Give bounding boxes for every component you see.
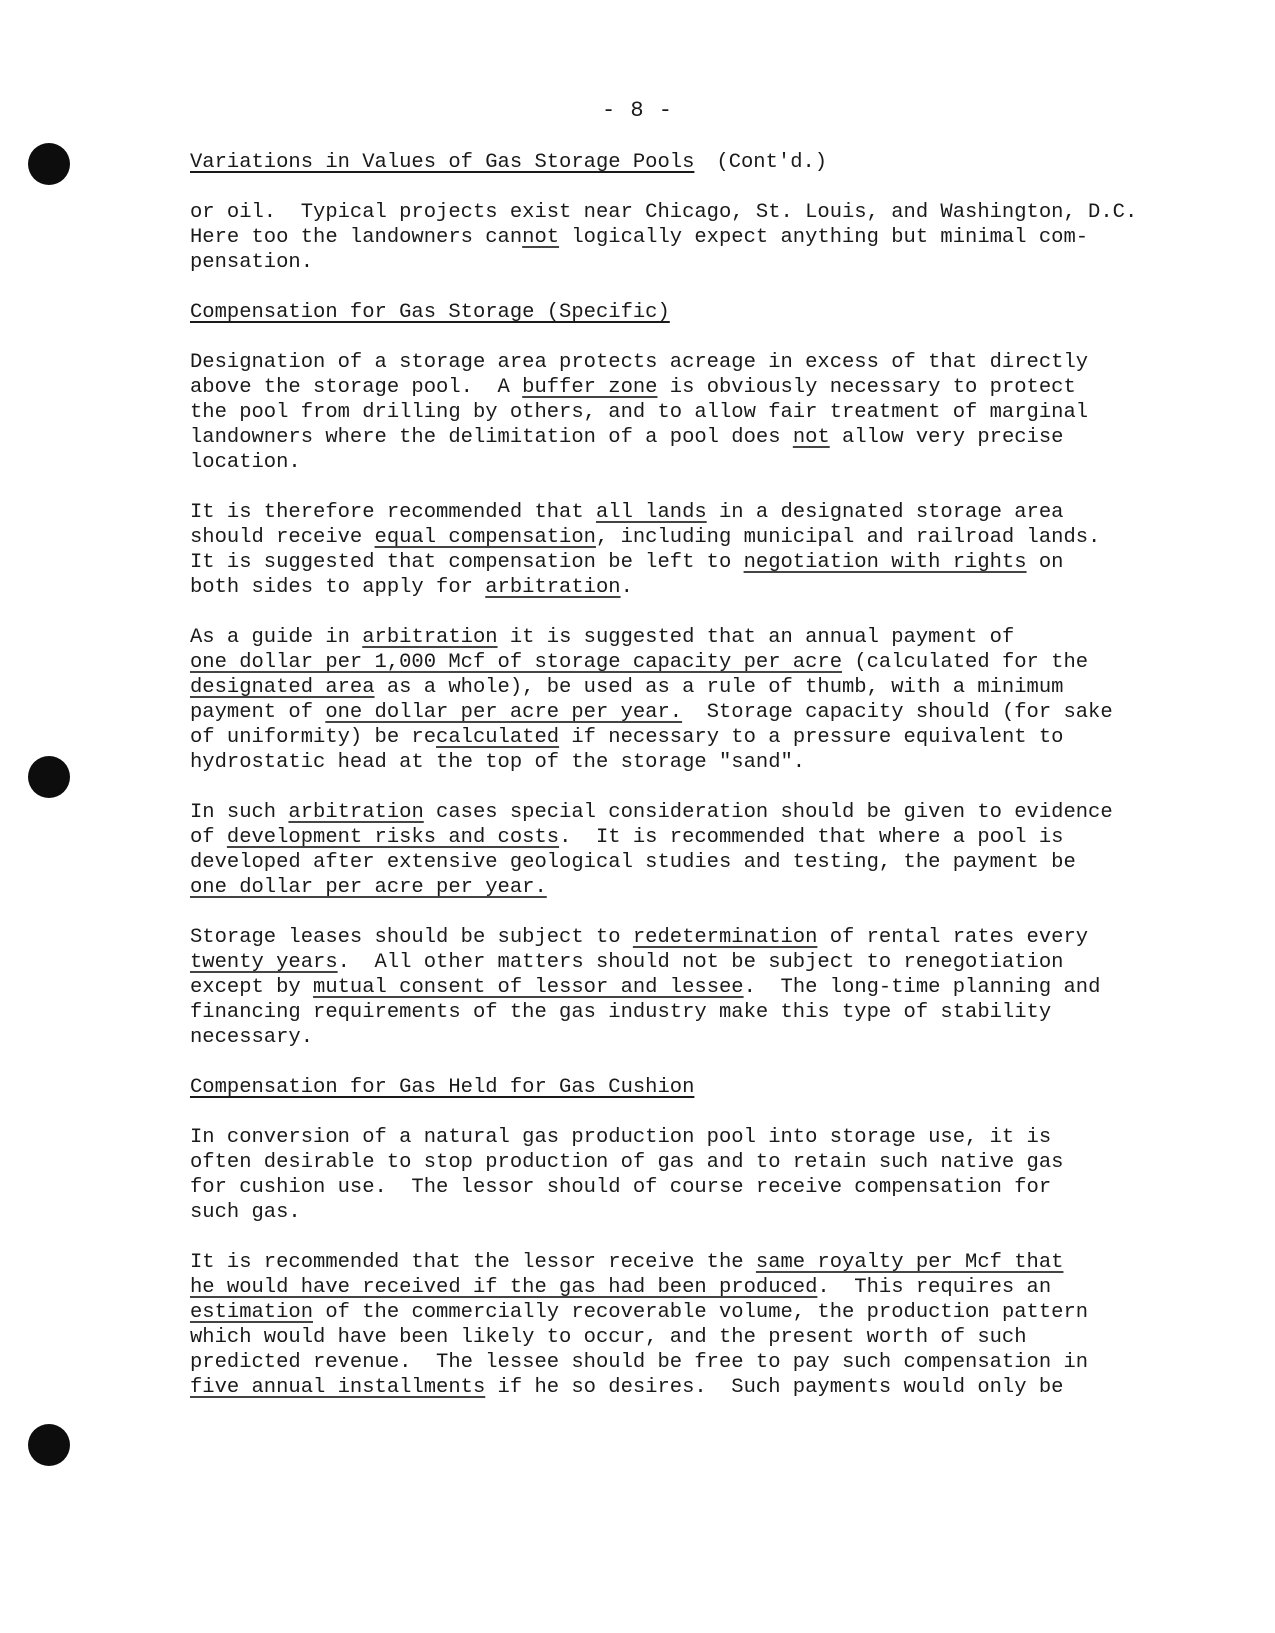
handwritten-underline: redetermination bbox=[632, 926, 818, 949]
paragraph bbox=[190, 800, 1200, 900]
paragraph-line: hydrostatic head at the top of the storage "sand". bbox=[190, 751, 806, 774]
paragraph-line: necessary. bbox=[190, 1026, 314, 1049]
paragraph-line: of development risks and costs. It is recommended that where a pool is bbox=[190, 826, 1064, 849]
paragraph-line: Designation of a storage area protects acreage in excess of that directly bbox=[190, 351, 1089, 374]
section-heading bbox=[190, 150, 1200, 175]
handwritten-underline: same royalty per Mcf that bbox=[755, 1251, 1064, 1274]
paragraph-line: five annual installments if he so desires. Such payments would only be bbox=[190, 1376, 1064, 1399]
paragraph-line: both sides to apply for arbitration. bbox=[190, 576, 633, 599]
handwritten-underline: calculated bbox=[436, 726, 560, 749]
paragraph-line: often desirable to stop production of gas and to retain such native gas bbox=[190, 1151, 1064, 1174]
handwritten-underline: not bbox=[792, 426, 830, 449]
paragraph-line: It is therefore recommended that all lands in a designated storage area bbox=[190, 501, 1064, 524]
paragraph-line: of uniformity) be recalculated if necessary to a pressure equivalent to bbox=[190, 726, 1064, 749]
paragraph bbox=[190, 1125, 1200, 1225]
paragraph-line: In conversion of a natural gas production pool into storage use, it is bbox=[190, 1126, 1052, 1149]
handwritten-underline: designated area bbox=[190, 676, 375, 699]
paragraph-line: should receive equal compensation, including municipal and railroad lands. bbox=[190, 526, 1101, 549]
paragraph bbox=[190, 200, 1200, 275]
paragraph-line: developed after extensive geological studies and testing, the payment be bbox=[190, 851, 1076, 874]
handwritten-underline: all lands bbox=[595, 501, 707, 524]
paragraph-line: financing requirements of the gas industry make this type of stability bbox=[190, 1001, 1052, 1024]
handwritten-underline: arbitration bbox=[485, 576, 621, 599]
handwritten-underline: negotiation with rights bbox=[743, 551, 1027, 574]
handwritten-underline: he would have received if the gas had been produced bbox=[190, 1276, 818, 1299]
paragraph-line: Here too the landowners cannot logically expect anything but minimal com- bbox=[190, 226, 1089, 249]
handwritten-underline: twenty years bbox=[190, 951, 338, 974]
section-heading-text: Compensation for Gas Held for Gas Cushion bbox=[190, 1076, 695, 1099]
handwritten-underline: development risks and costs bbox=[226, 826, 560, 849]
binder-hole-bottom bbox=[28, 1424, 70, 1466]
handwritten-underline: arbitration bbox=[288, 801, 424, 824]
paragraph bbox=[190, 500, 1200, 600]
section-heading bbox=[190, 1075, 1200, 1100]
paragraph-line: payment of one dollar per acre per year. Storage capacity should (for sake bbox=[190, 701, 1113, 724]
paragraph bbox=[190, 625, 1200, 775]
handwritten-underline: arbitration bbox=[362, 626, 498, 649]
handwritten-underline: one dollar per acre per year. bbox=[190, 876, 547, 899]
paragraph-line: location. bbox=[190, 451, 301, 474]
paragraph-line: which would have been likely to occur, and the present worth of such bbox=[190, 1326, 1027, 1349]
paragraph-line: he would have received if the gas had been produced. This requires an bbox=[190, 1276, 1052, 1299]
paragraph-line bbox=[190, 875, 1200, 900]
section-heading bbox=[190, 300, 1200, 325]
paragraph bbox=[190, 925, 1200, 1050]
handwritten-underline: equal compensation bbox=[374, 526, 596, 549]
section-heading-text: Compensation for Gas Storage (Specific) bbox=[190, 301, 670, 324]
handwritten-underline: one dollar per 1,000 Mcf of storage capacity per acre bbox=[190, 651, 843, 674]
paragraph-line: As a guide in arbitration it is suggested that an annual payment of bbox=[190, 626, 1015, 649]
paragraph-line: the pool from drilling by others, and to allow fair treatment of marginal bbox=[190, 401, 1089, 424]
section-heading-suffix: (Cont'd.) bbox=[716, 151, 828, 174]
paragraph-line: for cushion use. The lessor should of course receive compensation for bbox=[190, 1176, 1052, 1199]
handwritten-underline: five annual installments bbox=[190, 1376, 486, 1399]
handwritten-underline: estimation bbox=[190, 1301, 314, 1324]
paragraph-line: Storage leases should be subject to redetermination of rental rates every bbox=[190, 926, 1089, 949]
paragraph-line: predicted revenue. The lessee should be free to pay such compensation in bbox=[190, 1351, 1089, 1374]
paragraph-line: In such arbitration cases special consideration should be given to evidence bbox=[190, 801, 1113, 824]
paragraph-line: landowners where the delimitation of a pool does not allow very precise bbox=[190, 426, 1064, 449]
paragraph-line: or oil. Typical projects exist near Chicago, St. Louis, and Washington, D.C. bbox=[190, 201, 1138, 224]
paragraph-line: estimation of the commercially recoverable volume, the production pattern bbox=[190, 1301, 1089, 1324]
document-body bbox=[190, 150, 1200, 1425]
paragraph bbox=[190, 1250, 1200, 1400]
paragraph-line: above the storage pool. A buffer zone is obviously necessary to protect bbox=[190, 376, 1076, 399]
handwritten-underline: mutual consent of lessor and lessee bbox=[313, 976, 744, 999]
section-heading-text: Variations in Values of Gas Storage Pools bbox=[190, 151, 695, 174]
page-number: - 8 - bbox=[601, 98, 673, 123]
paragraph-line: designated area as a whole), be used as a rule of thumb, with a minimum bbox=[190, 676, 1064, 699]
paragraph-line: twenty years. All other matters should not be subject to renegotiation bbox=[190, 951, 1064, 974]
paragraph-line: It is recommended that the lessor receive the same royalty per Mcf that bbox=[190, 1251, 1064, 1274]
handwritten-underline: not bbox=[522, 226, 560, 249]
paragraph-line: pensation. bbox=[190, 251, 314, 274]
paragraph-line: It is suggested that compensation be left to negotiation with rights on bbox=[190, 551, 1064, 574]
paragraph-line: except by mutual consent of lessor and lessee. The long-time planning and bbox=[190, 976, 1101, 999]
handwritten-underline: one dollar per acre per year. bbox=[325, 701, 683, 724]
handwritten-underline: buffer zone bbox=[522, 376, 658, 399]
paragraph bbox=[190, 350, 1200, 475]
paragraph-line: one dollar per 1,000 Mcf of storage capacity per acre (calculated for the bbox=[190, 651, 1089, 674]
binder-hole-top bbox=[28, 143, 70, 185]
paragraph-line: such gas. bbox=[190, 1201, 301, 1224]
binder-hole-middle bbox=[28, 756, 70, 798]
